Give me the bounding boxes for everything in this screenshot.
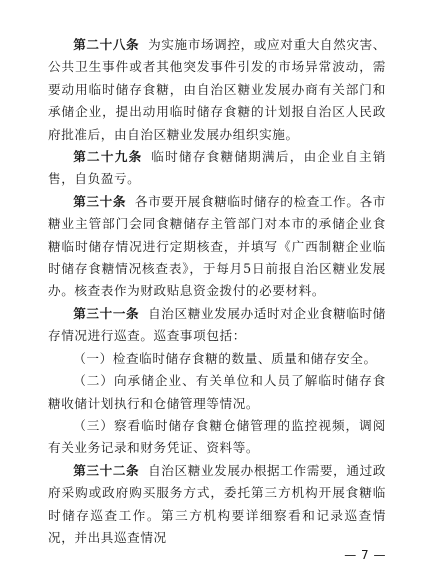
list-item-text: （三）察看临时储存食糖仓储管理的监控视频，调阅有关业务记录和财务凭证、资料等。 — [48, 417, 386, 456]
article-32 — [48, 460, 386, 550]
article-31-item-2 — [48, 370, 386, 415]
article-number: 第三十条 — [73, 193, 127, 209]
article-31-item-3 — [48, 415, 386, 460]
article-text: 为实施市场调控，或应对重大自然灾害、公共卫生事件或者其他突发事件引发的市场异常波动，需要动用临时储存食糖，由自治区糖业发展办商有关部门和承储企业，提出动用临时储存食糖的计划报自治区人民政府批准后，由自治区糖业发展办组织实施。 — [48, 37, 386, 142]
list-item-text: （二）向承储企业、有关单位和人员了解临时储存食糖收储计划执行和仓储管理等情况。 — [48, 373, 386, 411]
article-text: 自治区糖业发展办适时对企业食糖临时储存情况进行巡查。巡查事项包括： — [48, 305, 386, 344]
list-item-text: （一）检查临时储存食糖的数量、质量和储存安全。 — [73, 350, 377, 366]
article-number: 第三十二条 — [73, 462, 140, 478]
article-number: 第二十九条 — [73, 149, 143, 165]
article-number: 第三十一条 — [73, 305, 140, 321]
article-30 — [48, 191, 386, 303]
article-31-item-1 — [48, 348, 386, 370]
article-28 — [48, 34, 386, 146]
article-31 — [48, 303, 386, 348]
article-text: 各市要开展食糖临时储存的检查工作。各市糖业主管部门会同食糖储存主管部门对本市的承储企业食糖临时储存情况进行定期核查，并填写《广西制糖企业临时储存食糖情况核查表》，于每月5日前报自治区糖业发展办。核查表作为财政贴息资金拨付的必要材料。 — [48, 193, 386, 299]
article-29 — [48, 146, 386, 191]
article-number: 第二十八条 — [73, 37, 140, 52]
article-text: 自治区糖业发展办根据工作需要，通过政府采购或政府购买服务方式，委托第三方机构开展食糖临时储存巡查工作。第三方机构要详细察看和记录巡查情况，并出具巡查情况 — [48, 462, 386, 545]
page-number: — 7 — — [344, 548, 386, 562]
article-text: 临时储存食糖储期满后，由企业自主销售，自负盈亏。 — [48, 149, 387, 187]
